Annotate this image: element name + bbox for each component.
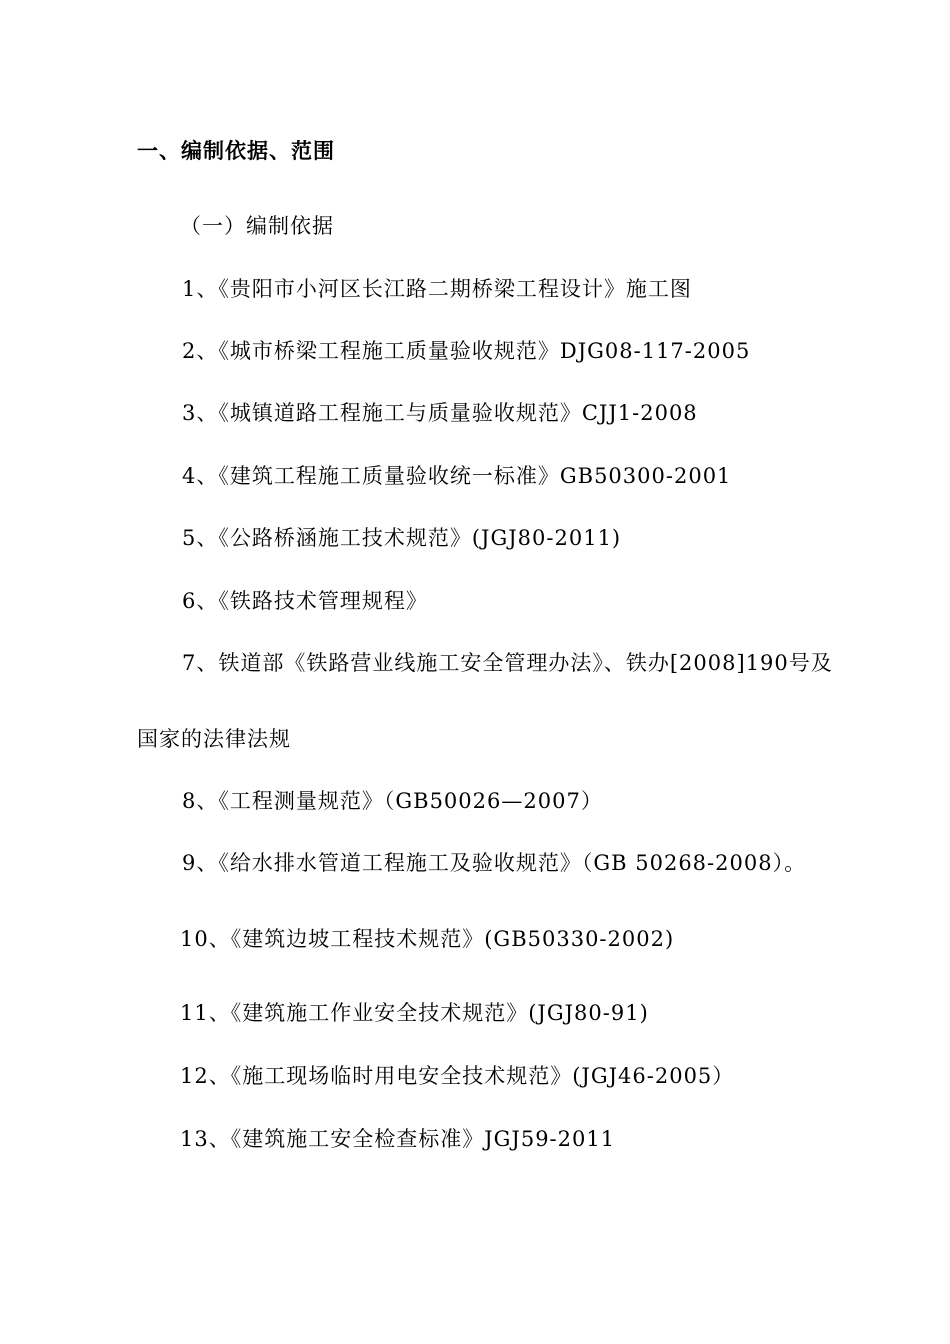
section-heading: 一、编制依据、范围 [137, 138, 335, 163]
list-item: 5、《公路桥涵施工技术规范》(JGJ80-2011) [182, 526, 622, 550]
list-item: 8、《工程测量规范》（GB50026—2007） [182, 789, 603, 813]
list-item: 7、铁道部《铁路营业线施工安全管理办法》、铁办[2008]190号及 [182, 651, 833, 675]
list-item: 10、《建筑边坡工程技术规范》(GB50330-2002) [180, 927, 675, 951]
list-item: 12、《施工现场临时用电安全技术规范》(JGJ46-2005） [180, 1064, 735, 1088]
list-item: 1、《贵阳市小河区长江路二期桥梁工程设计》施工图 [182, 277, 692, 301]
list-item: 9、《给水排水管道工程施工及验收规范》（GB 50268-2008）。 [182, 851, 807, 875]
list-item: 11、《建筑施工作业安全技术规范》(JGJ80-91) [180, 1001, 649, 1025]
list-item: 6、《铁路技术管理规程》 [182, 589, 428, 613]
subsection-heading: （一）编制依据 [180, 214, 334, 238]
list-item-continuation: 国家的法律法规 [137, 727, 291, 751]
list-item: 3、《城镇道路工程施工与质量验收规范》CJJ1-2008 [182, 401, 698, 425]
list-item: 4、《建筑工程施工质量验收统一标准》GB50300-2001 [182, 464, 732, 488]
list-item: 2、《城市桥梁工程施工质量验收规范》DJG08-117-2005 [182, 339, 751, 363]
list-item: 13、《建筑施工安全检查标准》JGJ59-2011 [180, 1127, 616, 1151]
